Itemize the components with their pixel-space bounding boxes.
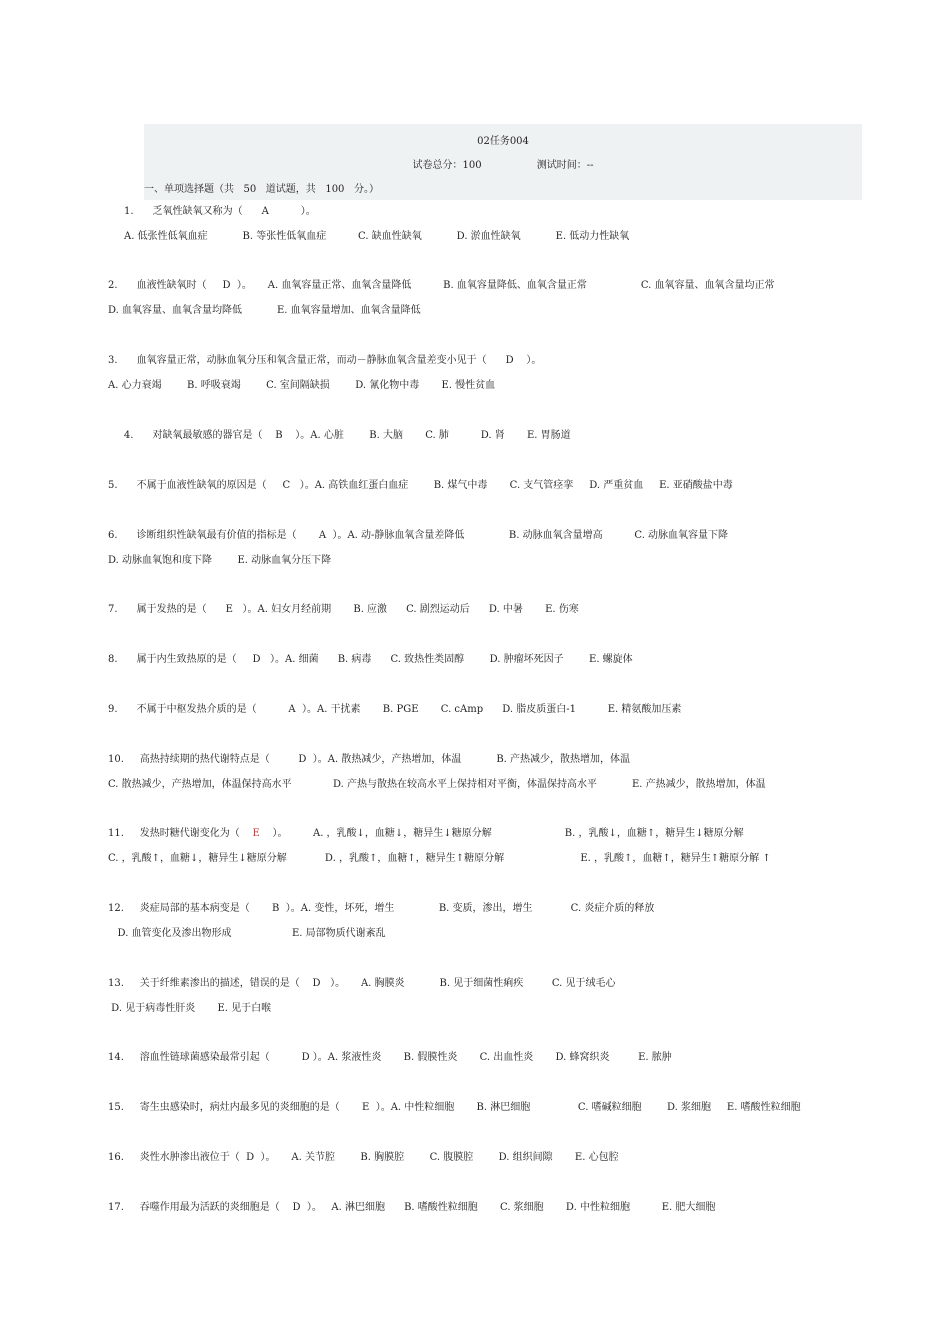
- question-13-options: D. 见于病毒性肝炎 E. 见于白喉: [108, 1003, 272, 1014]
- question-6-stem: 6. 诊断组织性缺氧最有价值的指标是（ A ）。A. 动-静脉血氧含量差降低 B. 动脉血氧含量增高 C. 动脉血氧容量下降: [108, 530, 729, 541]
- exam-meta: [144, 156, 862, 171]
- question-11-answer: E: [252, 828, 260, 839]
- total-score: 试卷总分：100: [412, 160, 482, 171]
- question-14: 14. 溶血性链球菌感染最常引起（ D ）。A. 浆液性炎 B. 假膜性炎 C. 出血性炎 D. 蜂窝织炎 E. 脓肿: [108, 1052, 672, 1063]
- question-10-stem: 10. 高热持续期的热代谢特点是（ D ）。A. 散热减少，产热增加，体温 B. 产热减少，散热增加，体温: [108, 754, 631, 765]
- question-9: 9. 不属于中枢发热介质的是（ A ）。A. 干扰素 B. PGE C. cAmp D. 脂皮质蛋白-1 E. 精氨酸加压素: [108, 704, 682, 715]
- question-15: 15. 寄生虫感染时，病灶内最多见的炎细胞的是（ E ）。A. 中性粒细胞 B. 淋巴细胞 C. 嗜碱粒细胞 D. 浆细胞 E. 嗜酸性粒细胞: [108, 1102, 801, 1113]
- question-1-options: A. 低张性低氧血症 B. 等张性低氧血症 C. 缺血性缺氧 D. 淤血性缺氧 E. 低动力性缺氧: [124, 231, 630, 242]
- question-13-stem: 13. 关于纤维素渗出的描述，错误的是（ D ）。 A. 胸膜炎 B. 见于细菌性痢疾 C. 见于绒毛心: [108, 978, 616, 989]
- section-title: 一、单项选择题（共 50 道试题，共 100 分。）: [144, 184, 379, 195]
- exam-header: [144, 124, 862, 200]
- question-2-options: D. 血氧容量、血氧含量均降低 E. 血氧容量增加、血氧含量降低: [108, 305, 421, 316]
- question-10-options: C. 散热减少，产热增加，体温保持高水平 D. 产热与散热在较高水平上保持相对平衡，体温保持高水平 E. 产热减少，散热增加，体温: [108, 779, 766, 790]
- question-1-stem: 1. 乏氧性缺氧又称为（ A ）。: [124, 206, 316, 217]
- question-8: 8. 属于内生致热原的是（ D ）。A. 细菌 B. 病毒 C. 致热性类固醇 D. 肿瘤坏死因子 E. 螺旋体: [108, 654, 633, 665]
- question-5: 5. 不属于血液性缺氧的原因是（ C ）。A. 高铁血红蛋白血症 B. 煤气中毒 C. 支气管痉挛 D. 严重贫血 E. 亚硝酸盐中毒: [108, 480, 733, 491]
- question-6-options: D. 动脉血氧饱和度下降 E. 动脉血氧分压下降: [108, 555, 332, 566]
- question-11-stem: [108, 828, 744, 840]
- question-12-options: D. 血管变化及渗出物形成 E. 局部物质代谢紊乱: [108, 928, 386, 939]
- question-17: 17. 吞噬作用最为活跃的炎细胞是（ D ）。 A. 淋巴细胞 B. 嗜酸性粒细胞 C. 浆细胞 D. 中性粒细胞 E. 肥大细胞: [108, 1202, 716, 1213]
- question-4: 4. 对缺氧最敏感的器官是（ B ）。A. 心脏 B. 大脑 C. 肺 D. 肾 E. 胃肠道: [108, 430, 571, 441]
- question-11-stem-text: 11. 发热时糖代谢变化为（ E ）。 A. ，乳酸↓，血糖↓，糖异生↓糖原分解 B. ，乳酸↓，血糖↑，糖异生↓糖原分解: [108, 828, 744, 839]
- test-time: 测试时间：--: [536, 160, 594, 171]
- question-12-stem: 12. 炎症局部的基本病变是（ B ）。A. 变性，坏死，增生 B. 变质，渗出，增生 C. 炎症介质的释放: [108, 903, 655, 914]
- question-2-stem: 2. 血液性缺氧时（ D ）。 A. 血氧容量正常、血氧含量降低 B. 血氧容量降低、血氧含量正常 C. 血氧容量、血氧含量均正常: [108, 280, 775, 291]
- question-11-options: C. ，乳酸↑，血糖↓，糖异生↓糖原分解 D. ，乳酸↑，血糖↑，糖异生↑糖原分解 E. ，乳酸↑，血糖↑，糖异生↑糖原分解 ↑: [108, 853, 771, 864]
- question-3-stem: 3. 血氧容量正常，动脉血氧分压和氧含量正常，而动－静脉血氧含量差变小见于（ D ）。: [108, 355, 542, 366]
- question-3-options: A. 心力衰竭 B. 呼吸衰竭 C. 室间隔缺损 D. 氰化物中毒 E. 慢性贫血: [108, 380, 496, 391]
- exam-title: 02任务004: [477, 136, 529, 147]
- question-16: 16. 炎性水肿渗出液位于（ D ）。 A. 关节腔 B. 胸膜腔 C. 腹膜腔 D. 组织间隙 E. 心包腔: [108, 1152, 619, 1163]
- question-7: 7. 属于发热的是（ E ）。A. 妇女月经前期 B. 应激 C. 剧烈运动后 D. 中暑 E. 伤寒: [108, 604, 579, 615]
